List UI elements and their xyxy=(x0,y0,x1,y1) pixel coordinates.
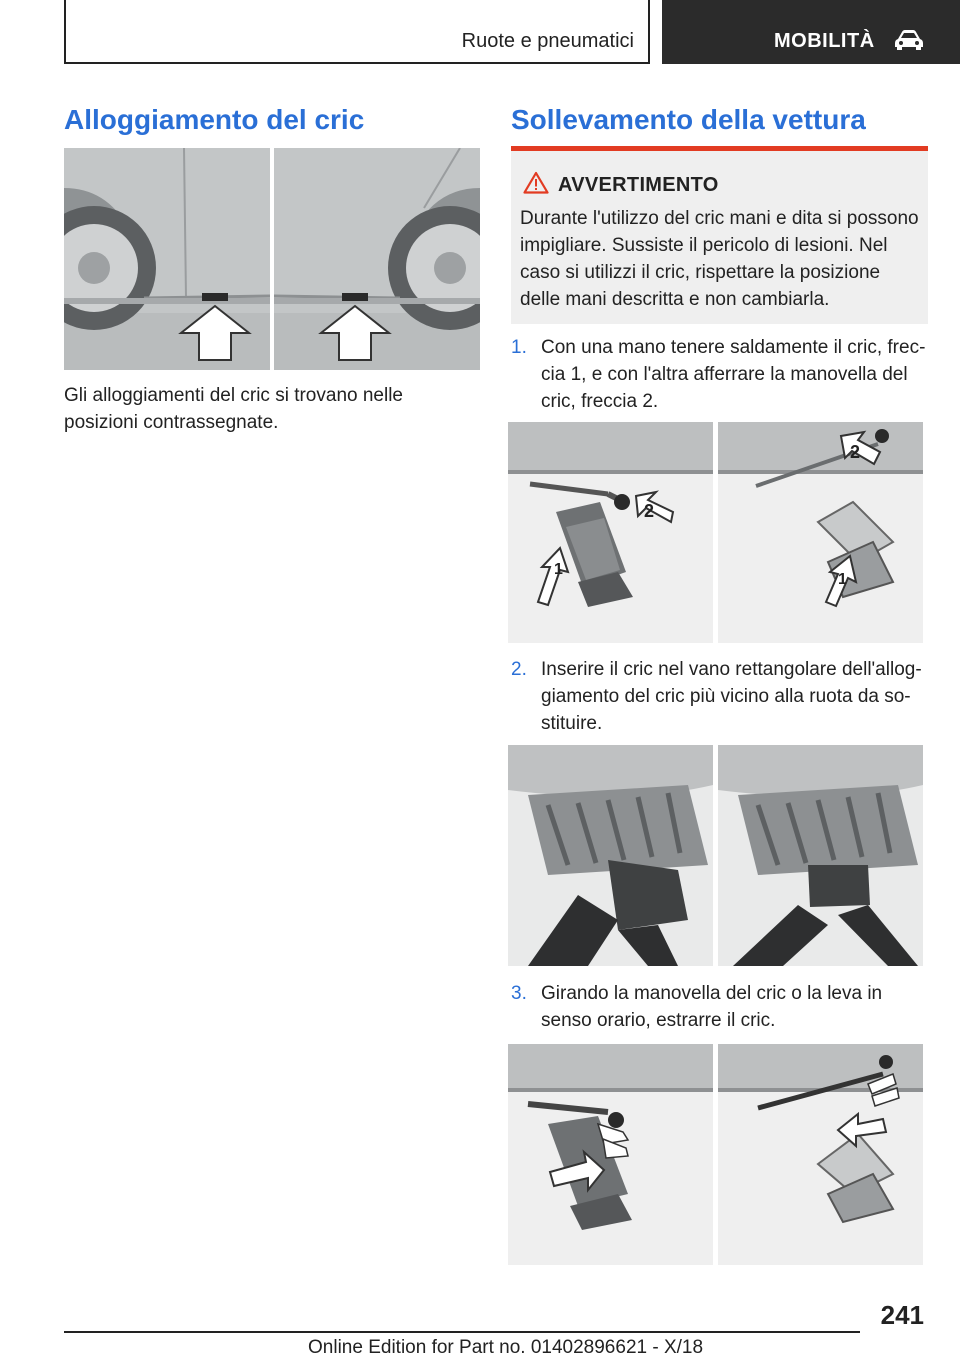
car-icon xyxy=(894,29,924,51)
footer-rule xyxy=(64,1331,860,1333)
jack-insert-illustration xyxy=(508,745,923,966)
step-number: 3. xyxy=(511,983,527,1004)
header-chapter-title: MOBILITÀ xyxy=(774,30,875,52)
warning-text: Durante l'utilizzo del cric mani e dita si possono impigliare. Sussiste il pericolo di lesioni. Nel caso si utilizzi il cric, rispettare la posizione delle mani descritta e non cambiarla. xyxy=(520,208,919,310)
jack-raise-illustration xyxy=(508,1044,923,1265)
warning-box xyxy=(511,151,928,324)
lifting-heading: Sollevamento della vettura xyxy=(511,104,866,135)
step-text: Con una mano tenere saldamente il cric, frec-cia 1, e con l'altra afferrare la manovella del cric, freccia 2. xyxy=(541,337,926,412)
step-number: 2. xyxy=(511,659,527,680)
header-section-box xyxy=(64,0,650,64)
jack-points-heading: Alloggiamento del cric xyxy=(64,104,365,135)
jack-hold-illustration xyxy=(508,422,923,643)
warning-triangle-icon xyxy=(523,171,549,194)
jack-points-illustration xyxy=(64,148,480,370)
arrow-label-1: 1 xyxy=(554,561,563,578)
step-text: Girando la manovella del cric o la leva in senso orario, estrarre il cric. xyxy=(541,983,883,1031)
header-section-title: Ruote e pneumatici xyxy=(461,30,634,52)
arrow-label-2b: 2 xyxy=(850,442,861,462)
step-text: Inserire il cric nel vano rettangolare dell'allog-giamento del cric più vicino alla ruota da so-stituire. xyxy=(541,659,922,734)
arrow-label-2: 2 xyxy=(644,501,655,521)
jack-points-caption: Gli alloggiamenti del cric si trovano nelle posizioni contrassegnate. xyxy=(64,385,403,433)
step-2 xyxy=(511,656,928,737)
page-number: 241 xyxy=(880,1300,924,1330)
footer-edition: Online Edition for Part no. 01402896621 - X/18 xyxy=(308,1337,704,1358)
header-chapter-tab xyxy=(662,0,960,64)
warning-title: AVVERTIMENTO xyxy=(558,174,719,196)
arrow-label-1b: 1 xyxy=(838,571,847,588)
step-number: 1. xyxy=(511,337,527,358)
step-3 xyxy=(511,980,928,1034)
step-1 xyxy=(511,334,928,415)
